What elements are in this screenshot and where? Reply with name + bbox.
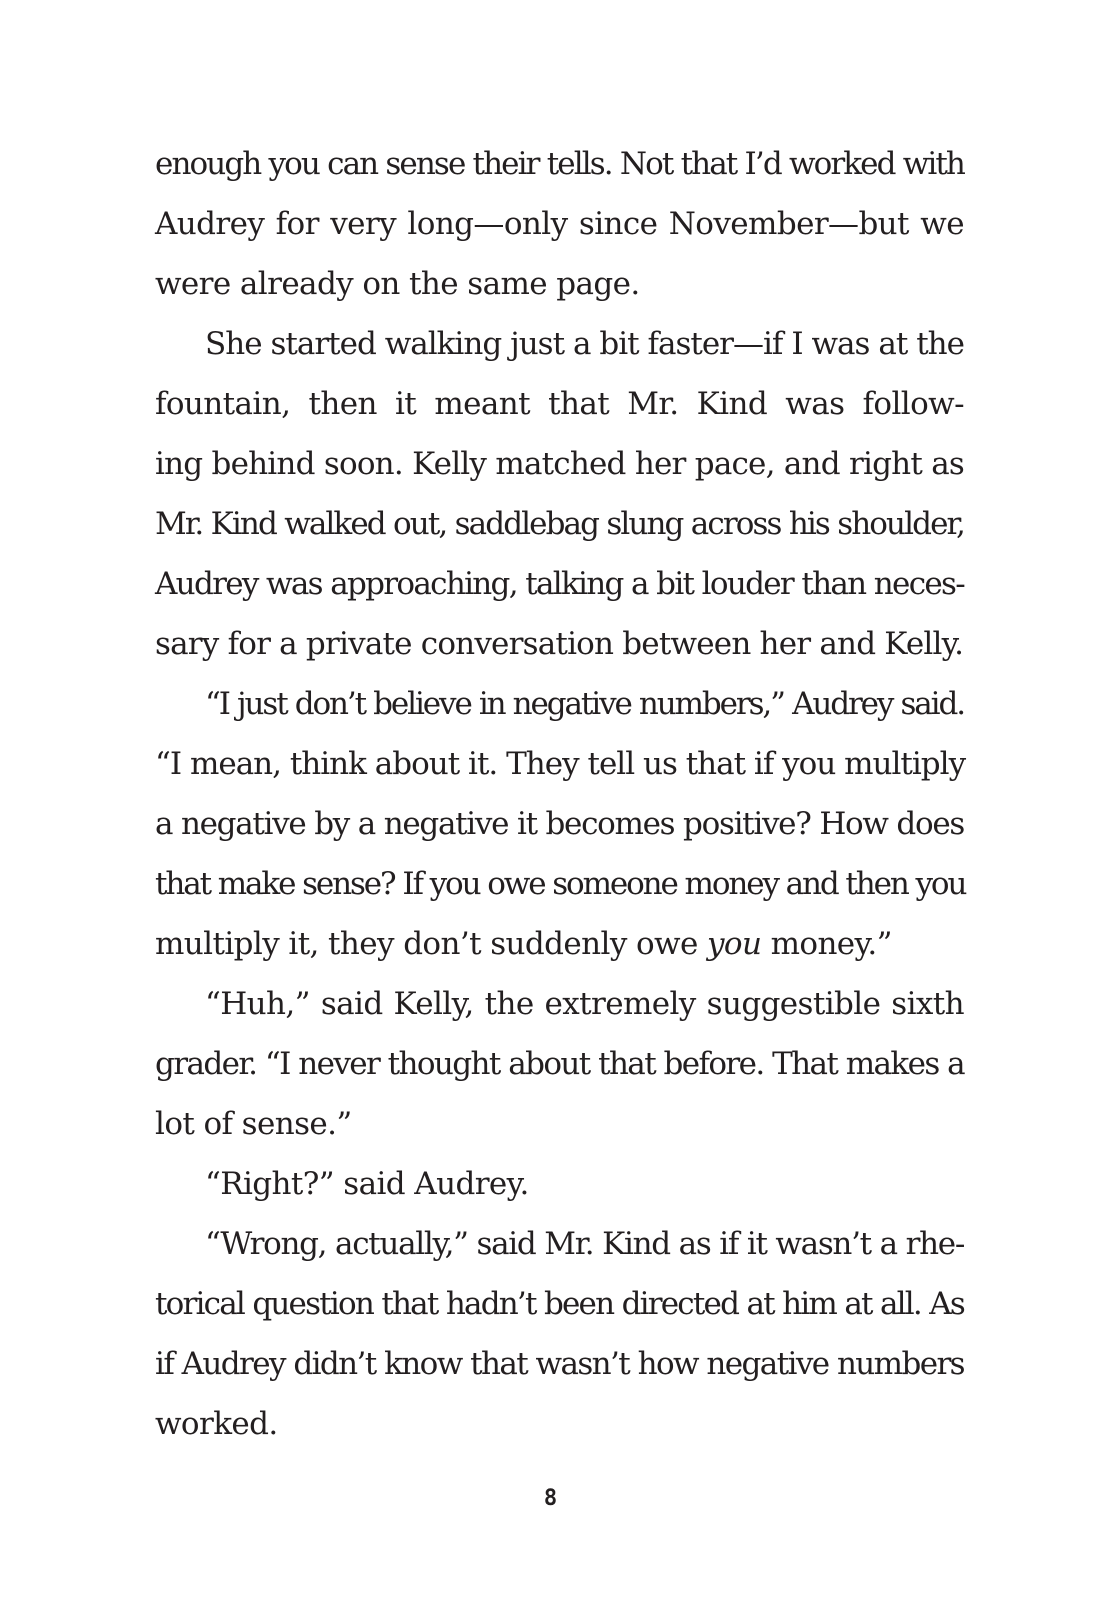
text-line: sary for a private conversation between her and Kelly. bbox=[155, 626, 964, 662]
italic-emphasis: you bbox=[706, 926, 762, 962]
text-line: that make sense? If you owe someone money and then you bbox=[155, 866, 966, 902]
text-line: Audrey for very long—only since November—but we bbox=[155, 206, 964, 242]
body-text bbox=[155, 134, 964, 1454]
text-line: “Wrong, actually,” said Mr. Kind as if it wasn’t a rhe- bbox=[205, 1226, 964, 1262]
text-segment: multiply it, they don’t suddenly owe bbox=[155, 926, 707, 962]
text-line: lot of sense.” bbox=[155, 1106, 352, 1142]
text-line: “I just don’t believe in negative numbers,” Audrey said. bbox=[205, 686, 964, 722]
text-line: “Huh,” said Kelly, the extremely suggestible sixth bbox=[205, 986, 964, 1022]
text-line bbox=[155, 914, 964, 974]
text-segment: money.” bbox=[761, 926, 892, 962]
text-line: Mr. Kind walked out, saddlebag slung across his shoulder, bbox=[155, 506, 964, 542]
text-line: grader. “I never thought about that before. That makes a bbox=[155, 1046, 964, 1082]
text-line: ing behind soon. Kelly matched her pace, and right as bbox=[155, 446, 964, 482]
page-number: 8 bbox=[543, 1486, 558, 1511]
text-line: fountain, then it meant that Mr. Kind was follow- bbox=[155, 386, 964, 422]
text-line: Audrey was approaching, talking a bit louder than neces- bbox=[155, 566, 964, 602]
text-line: if Audrey didn’t know that wasn’t how negative numbers bbox=[155, 1346, 964, 1382]
text-line: “Right?” said Audrey. bbox=[205, 1166, 529, 1202]
text-line: “I mean, think about it. They tell us that if you multiply bbox=[155, 746, 966, 782]
text-line: worked. bbox=[155, 1406, 278, 1442]
text-line: were already on the same page. bbox=[155, 266, 640, 302]
text-line: She started walking just a bit faster—if I was at the bbox=[205, 326, 964, 362]
text-line: enough you can sense their tells. Not that I’d worked with bbox=[155, 146, 964, 182]
text-line: torical question that hadn’t been directed at him at all. As bbox=[155, 1286, 964, 1322]
text-line: a negative by a negative it becomes positive? How does bbox=[155, 806, 964, 842]
